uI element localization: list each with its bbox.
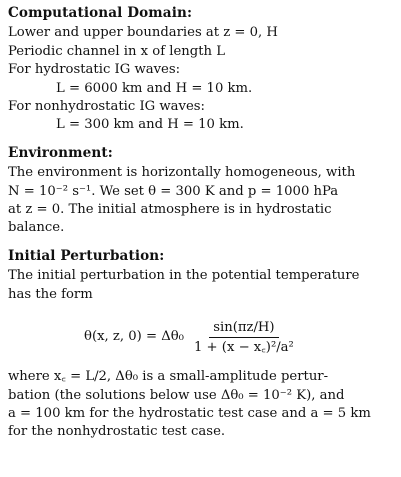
text-line: for the nonhydrostatic test case. <box>8 424 226 440</box>
computational-domain-section <box>8 4 394 135</box>
text-line: a = 100 km for the hydrostatic test case and a = 5 km <box>8 405 371 421</box>
text-line: Periodic channel in x of length L <box>8 43 225 59</box>
text-line: N = 10⁻² s⁻¹. We set θ = 300 K and p = 1000 hPa <box>8 183 339 199</box>
perturbation-equation <box>84 314 394 360</box>
equation-fraction <box>190 319 298 356</box>
equation-denominator: 1 + (x − x꜀)²/a² <box>193 339 294 355</box>
text-line: bation (the solutions below use Δθ₀ = 10⁻² K), and <box>8 387 345 403</box>
initial-perturbation-section <box>8 247 394 442</box>
text-line: The environment is horizontally homogeneous, with <box>8 165 356 181</box>
equation-lhs: θ(x, z, 0) = Δθ₀ <box>84 328 184 344</box>
text-line: Lower and upper boundaries at z = 0, H <box>8 25 278 41</box>
equation-numerator: sin(πz/H) <box>209 319 278 338</box>
section-heading: Computational Domain: <box>8 5 193 21</box>
text-line: For hydrostatic IG waves: <box>8 62 181 78</box>
document-page <box>8 4 394 442</box>
text-line: L = 300 km and H = 10 km. <box>56 117 244 133</box>
text-line: where x꜀ = L/2, Δθ₀ is a small-amplitude pertur- <box>8 369 329 385</box>
text-line: at z = 0. The initial atmosphere is in hydrostatic <box>8 202 332 218</box>
text-line: For nonhydrostatic IG waves: <box>8 99 205 115</box>
environment-section <box>8 144 394 238</box>
text-line: has the form <box>8 286 93 302</box>
section-heading: Environment: <box>8 144 113 161</box>
text-line: The initial perturbation in the potential temperature <box>8 268 360 284</box>
text-line: L = 6000 km and H = 10 km. <box>56 80 253 96</box>
section-heading: Initial Perturbation: <box>8 247 165 264</box>
text-line: balance. <box>8 220 65 236</box>
